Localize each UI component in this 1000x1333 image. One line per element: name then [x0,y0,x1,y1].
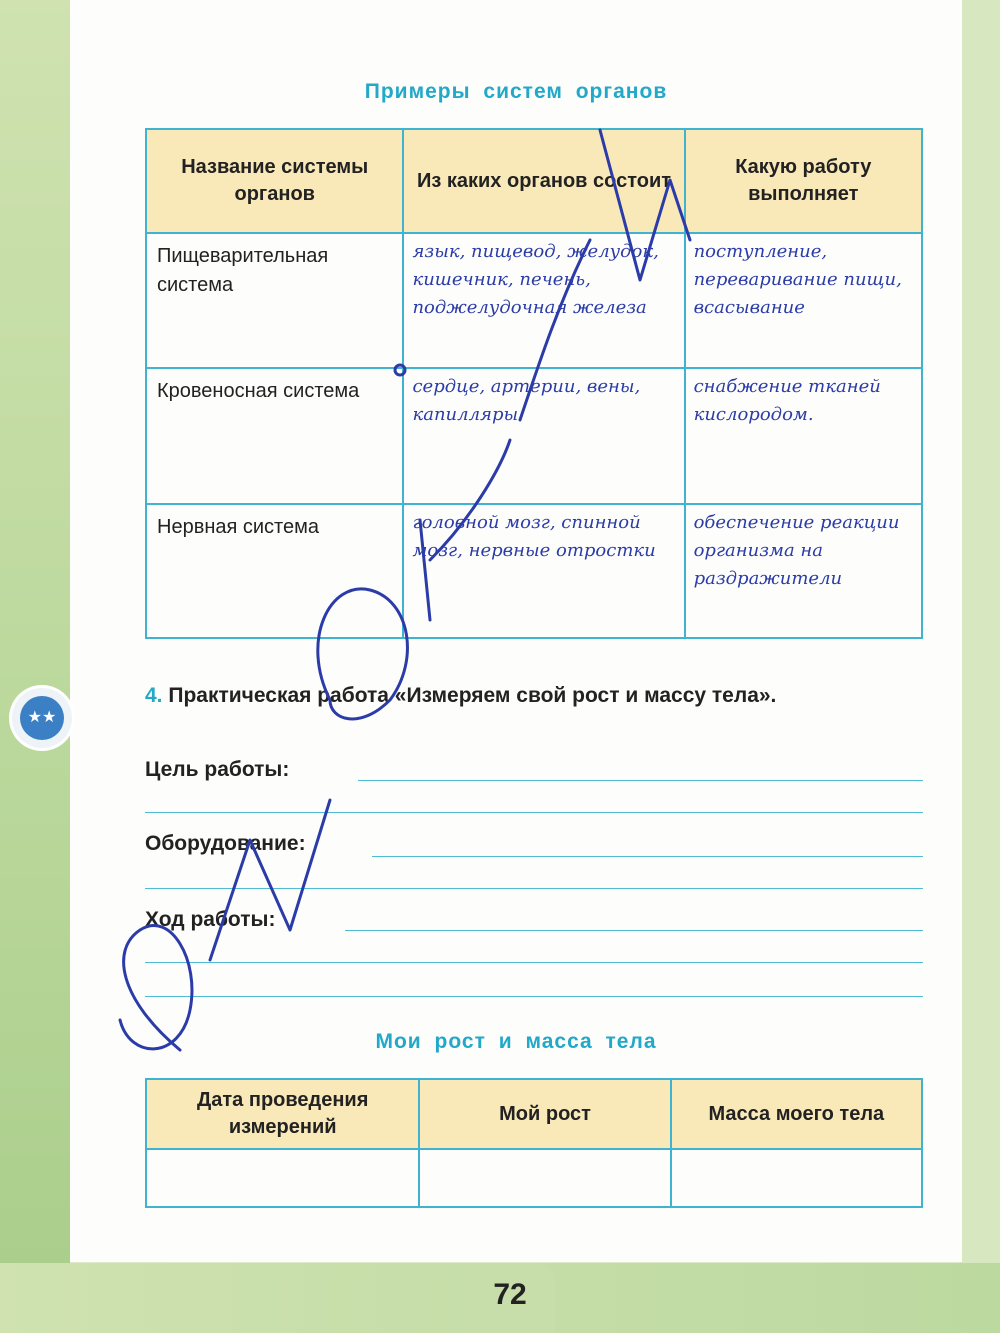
scribble-stroke [318,589,408,719]
header-organs: Из каких органов состоит [403,129,684,233]
scribble-stroke [210,800,330,960]
task-text: Практическая работа «Измеряем свой рост и массу тела». [168,684,777,707]
section2-title: Мои рост и масса тела [375,1030,657,1053]
organs-cell[interactable]: сердце, артерии, вены, капилляры [403,368,684,504]
scribble-dot [395,365,405,375]
system-name-cell: Кровеносная система [146,368,403,504]
header-height: Мой рост [419,1079,670,1149]
header-date: Дата проведения измерений [146,1079,419,1149]
section1-title: Примеры систем органов [364,80,668,103]
system-name-cell: Пищеварительная система [146,233,403,368]
header-system-name: Название системы органов [146,129,403,233]
function-cell[interactable]: снабжение тканей кислородом. [685,368,922,504]
scribble-stroke [600,130,690,280]
scribble-stroke [120,925,192,1050]
system-name-cell: Нервная система [146,504,403,638]
function-cell[interactable]: обеспечение реакции организма на раздражители [685,504,922,638]
goal-label: Цель работы: [145,758,290,781]
star-badge-icon: ★★ [12,688,72,748]
scribble-stroke [420,440,510,620]
equipment-label: Оборудование: [145,832,306,855]
page-number: 72 [465,1265,555,1333]
header-function: Какую работу выполняет [685,129,922,233]
organs-cell[interactable]: язык, пищевод, желудок, кишечник, печень, поджелудочная железа [403,233,684,368]
procedure-label: Ход работы: [145,908,276,931]
scribble-stroke [520,240,590,420]
organs-cell[interactable]: головной мозг, спинной мозг, нервные отростки [403,504,684,638]
function-cell[interactable]: поступление, переваривание пищи, всасывание [685,233,922,368]
task-number: 4. [145,684,163,707]
header-mass: Масса моего тела [671,1079,922,1149]
